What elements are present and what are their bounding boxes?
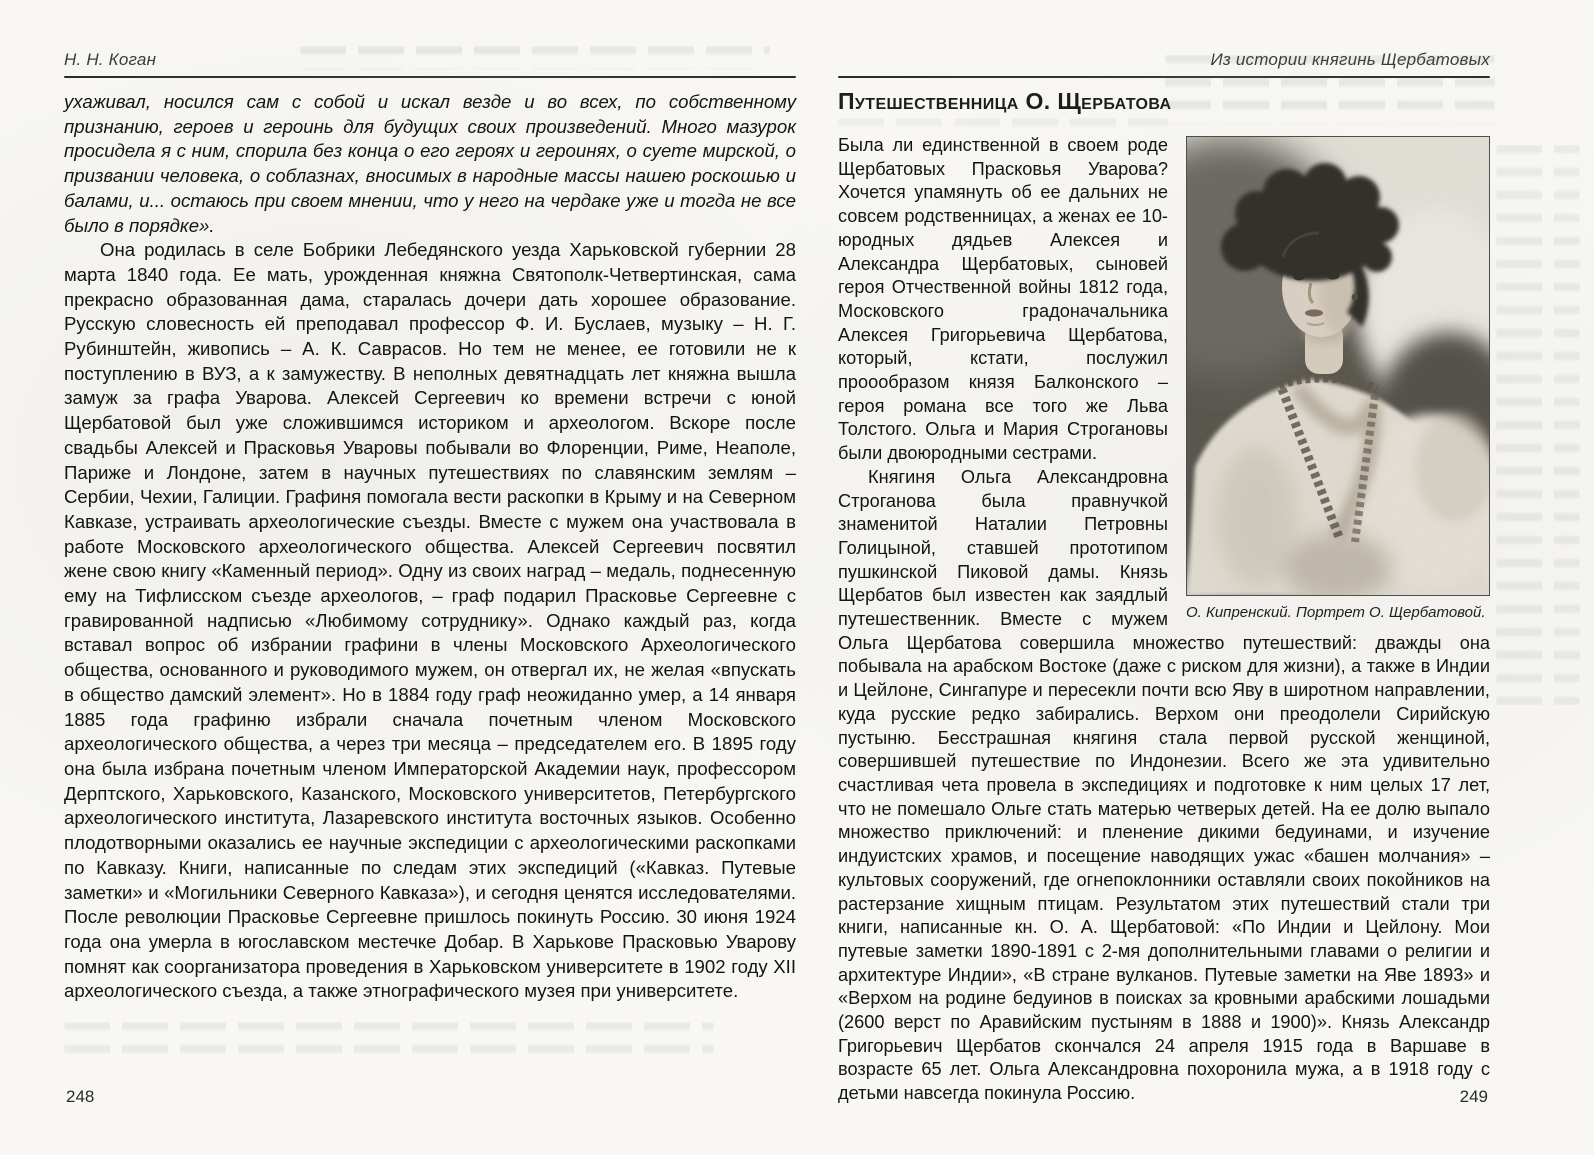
paragraph-memoir-quote: ухаживал, носился сам с собой и искал везде и во всех, по собственному признанию, героев и героинь для будущих своих произведений. Много мазурок просидела я с ним, спорила без конца о его героях и героинях, о суете мирской, о призвании человека, о соблазнах, вносимых в народные массы нашею роскошью и балами, и... остаюсь при своем мнении, что у него на чердаке уже и тогда не все было в порядке». bbox=[64, 91, 796, 236]
left-page-text bbox=[64, 90, 796, 1004]
page-left bbox=[64, 0, 796, 1155]
article-body bbox=[838, 134, 1490, 1106]
portrait-caption: О. Кипренский. Портрет О. Щербатовой. bbox=[1186, 604, 1486, 621]
article-title: Путешественница О. Щербатова bbox=[838, 88, 1172, 114]
portrait-figure bbox=[1186, 136, 1490, 623]
paragraph-shcherbatov-family: Была ли единственной в своем роде Щербатовых Прасковья Уварова? Хочется упамянуть об ее дальних не совсем родственницах, а женах ее 10-юродных дядьев Алексея и Александра Щербатовых, сыновей героя Отчественной войны 1812 года, Московского градоначальника Алексея Григорьевича Щербатова, который, кстати, послужил проообразом князя Балконского – героя романа все того же Льва Толстого. Ольга и Мария Строгановы были двоюродными сестрами. bbox=[838, 135, 1168, 464]
paragraph-uvarova-biography: Она родилась в селе Бобрики Лебедянского уезда Харьковской губернии 28 марта 1840 года. Ее мать, урожденная княжна Святополк-Четвертинская, сама прекрасно образованная дама, старалась дочери дать хорошее образование. Русскую словесность ей преподавал профессор Ф. И. Буслаев, музыку – Н. Г. Рубинштейн, живопись – А. К. Саврасов. Но тем не менее, ее готовили не к поступлению в ВУЗ, а к замужеству. В неполных девятнадцать лет княжна вышла замуж за графа Уварова. Алексей Сергеевич ко времени встречи с юной Щербатовой был уже сложившимся историком и археологом. Вскоре после свадьбы Алексей и Прасковья Уваровы побывали во Флоренции, Риме, Неаполе, Париже и Лондоне, затем в научных путешествиях по славянским землям – Сербии, Чехии, Галиции. Графиня помогала вести раскопки в Крыму и на Северном Кавказе, устраивать археологические съезды. Вместе с мужем она участвовала в работе Московского археологического общества. Алексей Сергеевич посвятил жене свою книгу «Каменный период». Одну из своих наград – медаль, поднесенную ему на Тифлисском съезде археологов, – граф подарил Прасковье Сергеевне с гравированной надписью «Любимому сотруднику». Однако каждый раз, когда вставал вопрос об избрании графини в члены Московского Археологического общества, основанного и руководимого мужем, он отвергал их, не желая «впускать в общество дамский элемент». Но в 1884 году граф неожиданно умер, а 14 января 1885 года графиню избрали сначала почетным членом Московского археологического общества, а через три месяца – председателем его. В 1895 году она была избрана почетным членом Императорской Академии наук, профессором Дерптского, Харьковского, Казанского, Московского университетов, Петербургского археологического института, Лазаревского института восточных языков. Особенно плодотворными оказались ее научные экспедиции с археологическими раскопками по Кавказу. Книги, написанные по следам этих экспедиций («Кавказ. Путевые заметки» и «Могильники Северного Кавказа»), и сегодня ценятся исследователями. После революции Прасковье Сергеевне пришлось покинуть Россию. 30 июня 1924 года она умерла в югославском местечке Добар. В Харькове Прасковью Уварову помнят как соорганизатора проведения в Харьковском университете в 1902 году XII археологического съезда, а также этнографического музея при университете. bbox=[64, 239, 796, 1002]
portrait-image bbox=[1186, 136, 1490, 596]
page-number-249: 249 bbox=[1459, 1087, 1488, 1106]
page-right bbox=[838, 0, 1490, 1155]
header-rule-right bbox=[838, 76, 1490, 78]
header-rule-left bbox=[64, 76, 796, 78]
paragraph-olga-travels: Княгиня Ольга Александровна Строганова была правнучкой знаменитой Наталии Петровны Голицыной, ставшей прототипом пушкинской Пиковой дамы. Князь Щербатов был известен как заядлый путешественник. Вместе с мужем Ольга Щербатова совершила множество путешествий: дважды она побывала на арабском Востоке (даже с риском для жизни), а также в Индии и Цейлоне, Сингапуре и пересекли почти всю Яву в широтном направлении, куда русские редко забирались. Верхом они преодолели Сирийскую пустыню. Бесстрашная княгиня стала первой русской женщиной, совершившей путешествие по Индонезии. Всего же эта удивительно счастливая чета провела в экспедициях и подготовке к ним целых 17 лет, что не помешало Ольге стать матерью четверых детей. На ее долю выпало множество приключений: и пленение дикими бедуинами, и изучение индуистских храмов, и посещение наводящих ужас «башен молчания» – культовых сооружений, где огнепоклонники оставляли своих покойников на растерзание хищным птицам. Результатом этих путешествий стали три книги, написанные кн. О. А. Щербатовой: «По Индии и Цейлону. Мои путевые заметки 1890-1891 с 2-мя дополнительными главами о религии и архитектуре Индии», «В стране вулканов. Путевые заметки на Яве 1893» и «Верхом на родине бедуинов в поисках за кровными арабскими лошадьми (2600 верст по Аравийским пустыням в 1888 и 1900)». Князь Александр Григорьевич Щербатов скончался 24 апреля 1915 года в Варшаве в возрасте 65 лет. Ольга Александровна похоронила мужа, а в 1918 году с детьми навсегда покинула Россию. bbox=[838, 466, 1490, 1104]
page-number-248: 248 bbox=[66, 1087, 95, 1106]
bleed-through-right-margin bbox=[1496, 145, 1580, 705]
running-header-chapter: Из истории княгинь Щербатовых bbox=[1210, 50, 1490, 69]
running-header-author: Н. Н. Коган bbox=[64, 50, 157, 69]
